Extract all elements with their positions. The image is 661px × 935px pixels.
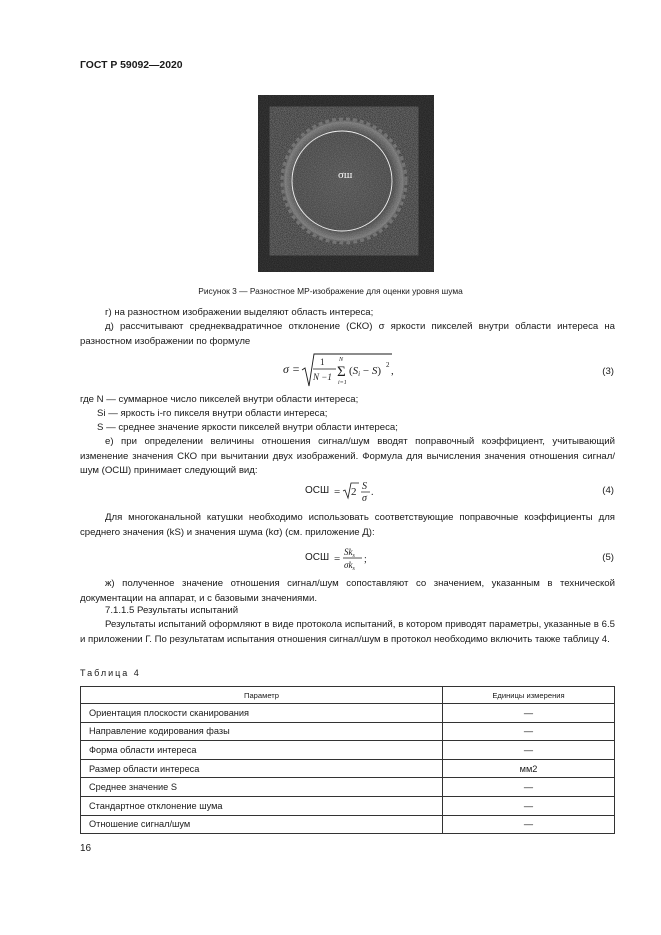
row-parameter: Направление кодирования фазы xyxy=(81,722,443,741)
svg-text:N: N xyxy=(339,357,344,363)
document-header: ГОСТ Р 59092—2020 xyxy=(80,60,183,71)
item-e: е) при определении величины отношения сигнал/шум вводят поправочный коэффициент, учитывающий изменение значения СКО при вычитании двух изображений. Формула для вычисления значения отношения сигнал/шум (ОСШ) принимает следующий вид: xyxy=(80,436,615,476)
row-parameter: Размер области интереса xyxy=(81,759,443,778)
svg-text:;: ; xyxy=(364,554,367,565)
svg-text:σ =: σ = xyxy=(283,362,301,376)
table-row xyxy=(81,704,615,723)
where-n: где N — суммарное число пикселей внутри области интереса; xyxy=(80,394,359,405)
formula-4-lhs: ОСШ xyxy=(305,485,330,496)
svg-text:Σ: Σ xyxy=(337,364,346,380)
def-s: S — среднее значение яркости пикселей внутри области интереса; xyxy=(97,422,398,433)
formula-5 xyxy=(0,543,661,573)
section-title: 7.1.1.5 Результаты испытаний xyxy=(105,605,239,616)
figure-caption: Рисунок 3 — Разностное МР-изображение для оценки уровня шума xyxy=(198,286,463,296)
table-label: Таблица 4 xyxy=(80,668,141,678)
noise-image-svg xyxy=(258,95,434,272)
row-unit: мм2 xyxy=(443,759,615,778)
svg-text:,: , xyxy=(391,365,394,377)
row-unit: — xyxy=(443,704,615,723)
table-row xyxy=(81,722,615,741)
formula-5-svg xyxy=(334,543,394,573)
formula-4-number: (4) xyxy=(602,485,614,496)
table-row xyxy=(81,741,615,760)
svg-text:S: S xyxy=(362,481,367,492)
multichannel-text: Для многоканальной катушки необходимо использовать соответствующие поправочные коэффициенты для среднего значения (kS) и значения шума (kσ) (см. приложение Д): xyxy=(80,512,615,538)
table-row xyxy=(81,778,615,797)
svg-text:=: = xyxy=(334,486,341,498)
svg-text:Sks: $Sk_s$ xyxy=(344,547,355,559)
svg-text:=: = xyxy=(334,553,341,565)
formula-5-number: (5) xyxy=(602,552,614,563)
mr-difference-image xyxy=(258,95,434,272)
table-row xyxy=(81,796,615,815)
row-parameter: Среднее значение S xyxy=(81,778,443,797)
svg-text:N −1: N −1 xyxy=(313,372,332,382)
svg-text:σks: $\sigma k_s$ xyxy=(344,560,355,572)
table-header-row xyxy=(81,687,615,704)
item-zh: ж) полученное значение отношения сигнал/шум сопоставляют со значением, указанным в технической документации на аппарат, и с базовыми значениями. xyxy=(80,578,615,604)
svg-text:1: 1 xyxy=(320,357,325,367)
svg-text:(Si − S): (Si − S) xyxy=(349,365,382,378)
item-g: г) на разностном изображении выделяют область интереса; xyxy=(105,307,374,318)
sigma-label: σш xyxy=(338,169,353,181)
svg-text:i=1: i=1 xyxy=(338,380,347,386)
row-unit: — xyxy=(443,796,615,815)
results-text: Результаты испытаний оформляют в виде протокола испытаний, в котором приводят параметры, указанные в 6.5 и приложении Г. По результатам испытания отношения сигнал/шум в протокол необходимо включить также таблицу 4. xyxy=(80,619,615,645)
formula-4-svg xyxy=(334,478,394,504)
row-unit: — xyxy=(443,722,615,741)
formula-3 xyxy=(0,352,661,388)
svg-text:2: 2 xyxy=(386,361,390,369)
formula-3-svg xyxy=(0,352,661,392)
svg-text:σ: σ xyxy=(362,493,367,504)
header-parameter: Параметр xyxy=(81,687,443,704)
svg-text:.: . xyxy=(371,487,374,498)
formula-4 xyxy=(0,478,661,504)
item-d: д) рассчитывают среднеквадратичное отклонение (СКО) σ яркости пикселей внутри области интереса на разностном изображении по формуле xyxy=(80,321,615,347)
row-unit: — xyxy=(443,741,615,760)
svg-text:2: 2 xyxy=(351,486,357,498)
table-4 xyxy=(80,686,615,834)
table-row xyxy=(81,759,615,778)
row-parameter: Стандартное отклонение шума xyxy=(81,796,443,815)
row-unit: — xyxy=(443,815,615,834)
row-parameter: Ориентация плоскости сканирования xyxy=(81,704,443,723)
page-number: 16 xyxy=(80,843,92,854)
row-unit: — xyxy=(443,778,615,797)
def-si: Si — яркость i-го пикселя внутри области интереса; xyxy=(97,408,328,419)
row-parameter: Форма области интереса xyxy=(81,741,443,760)
header-units: Единицы измерения xyxy=(443,687,615,704)
table-row xyxy=(81,815,615,834)
formula-5-lhs: ОСШ xyxy=(305,552,330,563)
formula-3-number: (3) xyxy=(602,366,614,377)
row-parameter: Отношение сигнал/шум xyxy=(81,815,443,834)
